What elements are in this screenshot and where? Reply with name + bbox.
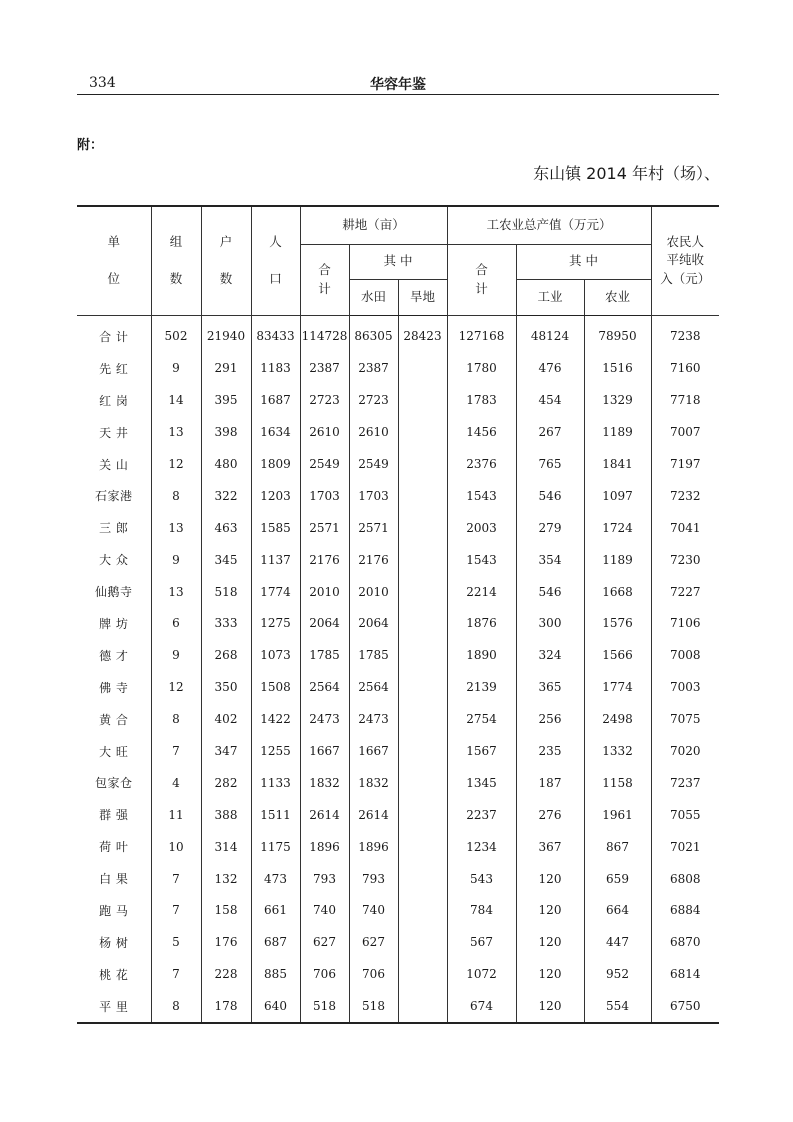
cell-farm-total: 2564 [300, 671, 349, 703]
cell-dry [398, 384, 447, 416]
cell-households: 333 [201, 608, 251, 640]
table-row [77, 480, 719, 512]
cell-industry: 120 [516, 990, 584, 1023]
cell-population: 1634 [251, 416, 300, 448]
cell-industry: 367 [516, 831, 584, 863]
cell-industry: 365 [516, 671, 584, 703]
cell-farm-total: 2176 [300, 544, 349, 576]
cell-name: 桃 花 [77, 958, 151, 990]
table-row-total [77, 315, 719, 352]
cell-industry: 235 [516, 735, 584, 767]
col-paddy-header: 水田 [349, 279, 398, 315]
cell-households: 398 [201, 416, 251, 448]
col-output-total-header: 合 计 [447, 244, 516, 315]
cell-dry [398, 863, 447, 895]
cell-paddy: 1896 [349, 831, 398, 863]
cell-population: 661 [251, 895, 300, 927]
cell-name: 佛 寺 [77, 671, 151, 703]
cell-groups: 11 [151, 799, 201, 831]
village-statistics-table [77, 205, 719, 1024]
cell-name: 合 计 [77, 315, 151, 352]
cell-name: 平 里 [77, 990, 151, 1023]
cell-name: 跑 马 [77, 895, 151, 927]
cell-paddy: 2549 [349, 448, 398, 480]
cell-agriculture: 659 [584, 863, 651, 895]
cell-output-total: 2214 [447, 576, 516, 608]
cell-groups: 14 [151, 384, 201, 416]
cell-output-total: 2003 [447, 512, 516, 544]
cell-paddy: 86305 [349, 315, 398, 352]
cell-output-total: 1345 [447, 767, 516, 799]
cell-farm-total: 740 [300, 895, 349, 927]
cell-output-total: 2237 [447, 799, 516, 831]
cell-output-total: 127168 [447, 315, 516, 352]
cell-name: 黄 合 [77, 703, 151, 735]
cell-agriculture: 1189 [584, 416, 651, 448]
cell-name: 红 岗 [77, 384, 151, 416]
cell-paddy: 2387 [349, 352, 398, 384]
cell-dry [398, 416, 447, 448]
cell-output-total: 543 [447, 863, 516, 895]
col-unit-header: 单 位 [77, 206, 151, 315]
cell-output-total: 1890 [447, 639, 516, 671]
cell-name: 包家仓 [77, 767, 151, 799]
cell-households: 314 [201, 831, 251, 863]
cell-dry [398, 480, 447, 512]
cell-households: 268 [201, 639, 251, 671]
cell-income: 7227 [651, 576, 719, 608]
cell-paddy: 2064 [349, 608, 398, 640]
cell-name: 荷 叶 [77, 831, 151, 863]
cell-industry: 120 [516, 958, 584, 990]
table-row [77, 863, 719, 895]
cell-paddy: 2571 [349, 512, 398, 544]
cell-agriculture: 1566 [584, 639, 651, 671]
cell-industry: 354 [516, 544, 584, 576]
cell-name: 大 旺 [77, 735, 151, 767]
cell-households: 347 [201, 735, 251, 767]
cell-name: 三 郎 [77, 512, 151, 544]
cell-agriculture: 78950 [584, 315, 651, 352]
cell-dry [398, 767, 447, 799]
cell-groups: 8 [151, 480, 201, 512]
cell-groups: 7 [151, 863, 201, 895]
col-output-header: 工农业总产值（万元） [447, 206, 651, 244]
cell-farm-total: 706 [300, 958, 349, 990]
cell-agriculture: 1189 [584, 544, 651, 576]
cell-dry [398, 831, 447, 863]
cell-paddy: 2723 [349, 384, 398, 416]
cell-agriculture: 1961 [584, 799, 651, 831]
cell-income: 6750 [651, 990, 719, 1023]
cell-farm-total: 793 [300, 863, 349, 895]
cell-agriculture: 1332 [584, 735, 651, 767]
cell-households: 132 [201, 863, 251, 895]
cell-dry [398, 895, 447, 927]
cell-agriculture: 1329 [584, 384, 651, 416]
cell-households: 463 [201, 512, 251, 544]
cell-groups: 10 [151, 831, 201, 863]
cell-farm-total: 1703 [300, 480, 349, 512]
cell-farm-total: 2571 [300, 512, 349, 544]
cell-groups: 7 [151, 895, 201, 927]
cell-name: 石家港 [77, 480, 151, 512]
cell-population: 1422 [251, 703, 300, 735]
cell-income: 7160 [651, 352, 719, 384]
cell-income: 7003 [651, 671, 719, 703]
cell-industry: 765 [516, 448, 584, 480]
cell-paddy: 1703 [349, 480, 398, 512]
cell-households: 178 [201, 990, 251, 1023]
cell-population: 1508 [251, 671, 300, 703]
cell-income: 6808 [651, 863, 719, 895]
cell-households: 282 [201, 767, 251, 799]
table-row [77, 767, 719, 799]
table-row [77, 448, 719, 480]
cell-industry: 324 [516, 639, 584, 671]
cell-industry: 476 [516, 352, 584, 384]
cell-households: 388 [201, 799, 251, 831]
cell-groups: 9 [151, 639, 201, 671]
cell-population: 1073 [251, 639, 300, 671]
table-row [77, 958, 719, 990]
cell-farm-total: 2387 [300, 352, 349, 384]
cell-output-total: 1543 [447, 480, 516, 512]
cell-income: 6884 [651, 895, 719, 927]
cell-paddy: 2610 [349, 416, 398, 448]
cell-income: 7106 [651, 608, 719, 640]
table-row [77, 926, 719, 958]
cell-groups: 8 [151, 990, 201, 1023]
cell-paddy: 2564 [349, 671, 398, 703]
cell-output-total: 1456 [447, 416, 516, 448]
cell-dry [398, 512, 447, 544]
cell-industry: 300 [516, 608, 584, 640]
cell-population: 1809 [251, 448, 300, 480]
table-row [77, 384, 719, 416]
cell-name: 关 山 [77, 448, 151, 480]
cell-income: 6870 [651, 926, 719, 958]
cell-groups: 9 [151, 544, 201, 576]
cell-households: 21940 [201, 315, 251, 352]
cell-output-total: 1072 [447, 958, 516, 990]
cell-income: 7238 [651, 315, 719, 352]
cell-dry [398, 958, 447, 990]
cell-income: 7041 [651, 512, 719, 544]
cell-output-total: 1543 [447, 544, 516, 576]
cell-agriculture: 1668 [584, 576, 651, 608]
cell-agriculture: 1774 [584, 671, 651, 703]
table-row [77, 352, 719, 384]
cell-output-total: 1783 [447, 384, 516, 416]
cell-households: 395 [201, 384, 251, 416]
cell-farm-total: 2723 [300, 384, 349, 416]
cell-paddy: 2473 [349, 703, 398, 735]
cell-industry: 546 [516, 576, 584, 608]
cell-agriculture: 1576 [584, 608, 651, 640]
cell-households: 350 [201, 671, 251, 703]
cell-population: 473 [251, 863, 300, 895]
cell-income: 7007 [651, 416, 719, 448]
cell-output-total: 1876 [447, 608, 516, 640]
col-groups-header: 组 数 [151, 206, 201, 315]
cell-paddy: 627 [349, 926, 398, 958]
cell-population: 1511 [251, 799, 300, 831]
cell-farm-total: 2549 [300, 448, 349, 480]
cell-dry [398, 352, 447, 384]
cell-income: 7020 [651, 735, 719, 767]
cell-income: 7237 [651, 767, 719, 799]
table-row [77, 416, 719, 448]
cell-name: 大 众 [77, 544, 151, 576]
cell-name: 杨 树 [77, 926, 151, 958]
cell-farm-total: 114728 [300, 315, 349, 352]
cell-name: 群 强 [77, 799, 151, 831]
cell-dry [398, 544, 447, 576]
cell-dry [398, 639, 447, 671]
cell-groups: 12 [151, 448, 201, 480]
cell-industry: 256 [516, 703, 584, 735]
cell-output-total: 567 [447, 926, 516, 958]
cell-households: 228 [201, 958, 251, 990]
col-farmland-total-header: 合 计 [300, 244, 349, 315]
cell-population: 640 [251, 990, 300, 1023]
table-row [77, 831, 719, 863]
cell-population: 83433 [251, 315, 300, 352]
table-body [77, 315, 719, 1023]
page-header [77, 66, 719, 95]
cell-income: 6814 [651, 958, 719, 990]
table-row [77, 735, 719, 767]
cell-dry [398, 671, 447, 703]
cell-paddy: 1667 [349, 735, 398, 767]
cell-groups: 4 [151, 767, 201, 799]
col-industry-header: 工业 [516, 279, 584, 315]
cell-population: 1774 [251, 576, 300, 608]
cell-name: 天 井 [77, 416, 151, 448]
cell-dry [398, 990, 447, 1023]
cell-farm-total: 2473 [300, 703, 349, 735]
col-dry-land-header: 旱地 [398, 279, 447, 315]
cell-farm-total: 1667 [300, 735, 349, 767]
cell-farm-total: 1896 [300, 831, 349, 863]
table-row [77, 895, 719, 927]
cell-farm-total: 518 [300, 990, 349, 1023]
cell-groups: 5 [151, 926, 201, 958]
cell-dry [398, 448, 447, 480]
cell-groups: 7 [151, 958, 201, 990]
cell-population: 1275 [251, 608, 300, 640]
col-farmland-of-which-header: 其 中 [349, 244, 447, 279]
table-row [77, 639, 719, 671]
cell-dry [398, 576, 447, 608]
cell-households: 291 [201, 352, 251, 384]
cell-paddy: 2010 [349, 576, 398, 608]
cell-farm-total: 627 [300, 926, 349, 958]
table-row [77, 512, 719, 544]
book-title: 华容年鉴 [370, 77, 426, 93]
cell-population: 885 [251, 958, 300, 990]
cell-name: 白 果 [77, 863, 151, 895]
col-agriculture-header: 农业 [584, 279, 651, 315]
cell-dry: 28423 [398, 315, 447, 352]
cell-output-total: 784 [447, 895, 516, 927]
cell-agriculture: 1158 [584, 767, 651, 799]
cell-farm-total: 2064 [300, 608, 349, 640]
table-row [77, 703, 719, 735]
table-row [77, 799, 719, 831]
cell-industry: 279 [516, 512, 584, 544]
cell-groups: 6 [151, 608, 201, 640]
cell-households: 345 [201, 544, 251, 576]
cell-agriculture: 1841 [584, 448, 651, 480]
table-row [77, 990, 719, 1023]
cell-name: 牌 坊 [77, 608, 151, 640]
cell-paddy: 706 [349, 958, 398, 990]
cell-farm-total: 1785 [300, 639, 349, 671]
cell-households: 480 [201, 448, 251, 480]
cell-industry: 187 [516, 767, 584, 799]
cell-name: 德 才 [77, 639, 151, 671]
cell-households: 402 [201, 703, 251, 735]
cell-groups: 502 [151, 315, 201, 352]
cell-paddy: 740 [349, 895, 398, 927]
cell-dry [398, 608, 447, 640]
cell-paddy: 793 [349, 863, 398, 895]
cell-population: 1687 [251, 384, 300, 416]
cell-income: 7230 [651, 544, 719, 576]
cell-agriculture: 952 [584, 958, 651, 990]
cell-industry: 120 [516, 863, 584, 895]
cell-income: 7197 [651, 448, 719, 480]
cell-paddy: 2176 [349, 544, 398, 576]
cell-households: 322 [201, 480, 251, 512]
cell-income: 7008 [651, 639, 719, 671]
cell-income: 7075 [651, 703, 719, 735]
cell-households: 518 [201, 576, 251, 608]
col-households-header: 户 数 [201, 206, 251, 315]
cell-income: 7055 [651, 799, 719, 831]
cell-industry: 276 [516, 799, 584, 831]
cell-population: 1137 [251, 544, 300, 576]
cell-output-total: 1234 [447, 831, 516, 863]
cell-dry [398, 735, 447, 767]
cell-groups: 7 [151, 735, 201, 767]
cell-population: 1203 [251, 480, 300, 512]
cell-population: 687 [251, 926, 300, 958]
cell-groups: 13 [151, 512, 201, 544]
cell-agriculture: 664 [584, 895, 651, 927]
cell-dry [398, 799, 447, 831]
cell-income: 7021 [651, 831, 719, 863]
cell-households: 176 [201, 926, 251, 958]
page-number: 334 [89, 75, 116, 91]
cell-industry: 120 [516, 895, 584, 927]
cell-households: 158 [201, 895, 251, 927]
cell-name: 仙鹅寺 [77, 576, 151, 608]
cell-industry: 454 [516, 384, 584, 416]
cell-output-total: 2139 [447, 671, 516, 703]
cell-farm-total: 1832 [300, 767, 349, 799]
cell-groups: 13 [151, 576, 201, 608]
cell-population: 1255 [251, 735, 300, 767]
cell-groups: 12 [151, 671, 201, 703]
cell-agriculture: 1724 [584, 512, 651, 544]
cell-income: 7718 [651, 384, 719, 416]
table-title: 东山镇 2014 年村（场）、 [533, 164, 720, 183]
col-output-of-which-header: 其 中 [516, 244, 651, 279]
col-population-header: 人 口 [251, 206, 300, 315]
table-row [77, 608, 719, 640]
cell-farm-total: 2614 [300, 799, 349, 831]
col-farmland-header: 耕地（亩） [300, 206, 447, 244]
cell-agriculture: 554 [584, 990, 651, 1023]
cell-agriculture: 2498 [584, 703, 651, 735]
cell-output-total: 1780 [447, 352, 516, 384]
cell-groups: 13 [151, 416, 201, 448]
cell-industry: 120 [516, 926, 584, 958]
cell-dry [398, 703, 447, 735]
cell-farm-total: 2010 [300, 576, 349, 608]
cell-population: 1585 [251, 512, 300, 544]
cell-income: 7232 [651, 480, 719, 512]
cell-agriculture: 867 [584, 831, 651, 863]
cell-output-total: 674 [447, 990, 516, 1023]
cell-agriculture: 447 [584, 926, 651, 958]
table-header [77, 206, 719, 315]
cell-name: 先 红 [77, 352, 151, 384]
cell-farm-total: 2610 [300, 416, 349, 448]
table-row [77, 671, 719, 703]
cell-population: 1175 [251, 831, 300, 863]
cell-industry: 48124 [516, 315, 584, 352]
cell-output-total: 2376 [447, 448, 516, 480]
cell-industry: 267 [516, 416, 584, 448]
cell-agriculture: 1097 [584, 480, 651, 512]
cell-population: 1133 [251, 767, 300, 799]
table-row [77, 544, 719, 576]
cell-groups: 9 [151, 352, 201, 384]
cell-paddy: 2614 [349, 799, 398, 831]
cell-paddy: 518 [349, 990, 398, 1023]
cell-paddy: 1832 [349, 767, 398, 799]
cell-dry [398, 926, 447, 958]
col-income-header: 农民人 平纯收 入（元） [651, 206, 719, 315]
cell-output-total: 2754 [447, 703, 516, 735]
cell-groups: 8 [151, 703, 201, 735]
appendix-label: 附： [77, 138, 104, 153]
cell-industry: 546 [516, 480, 584, 512]
cell-paddy: 1785 [349, 639, 398, 671]
cell-output-total: 1567 [447, 735, 516, 767]
table-row [77, 576, 719, 608]
cell-population: 1183 [251, 352, 300, 384]
cell-agriculture: 1516 [584, 352, 651, 384]
